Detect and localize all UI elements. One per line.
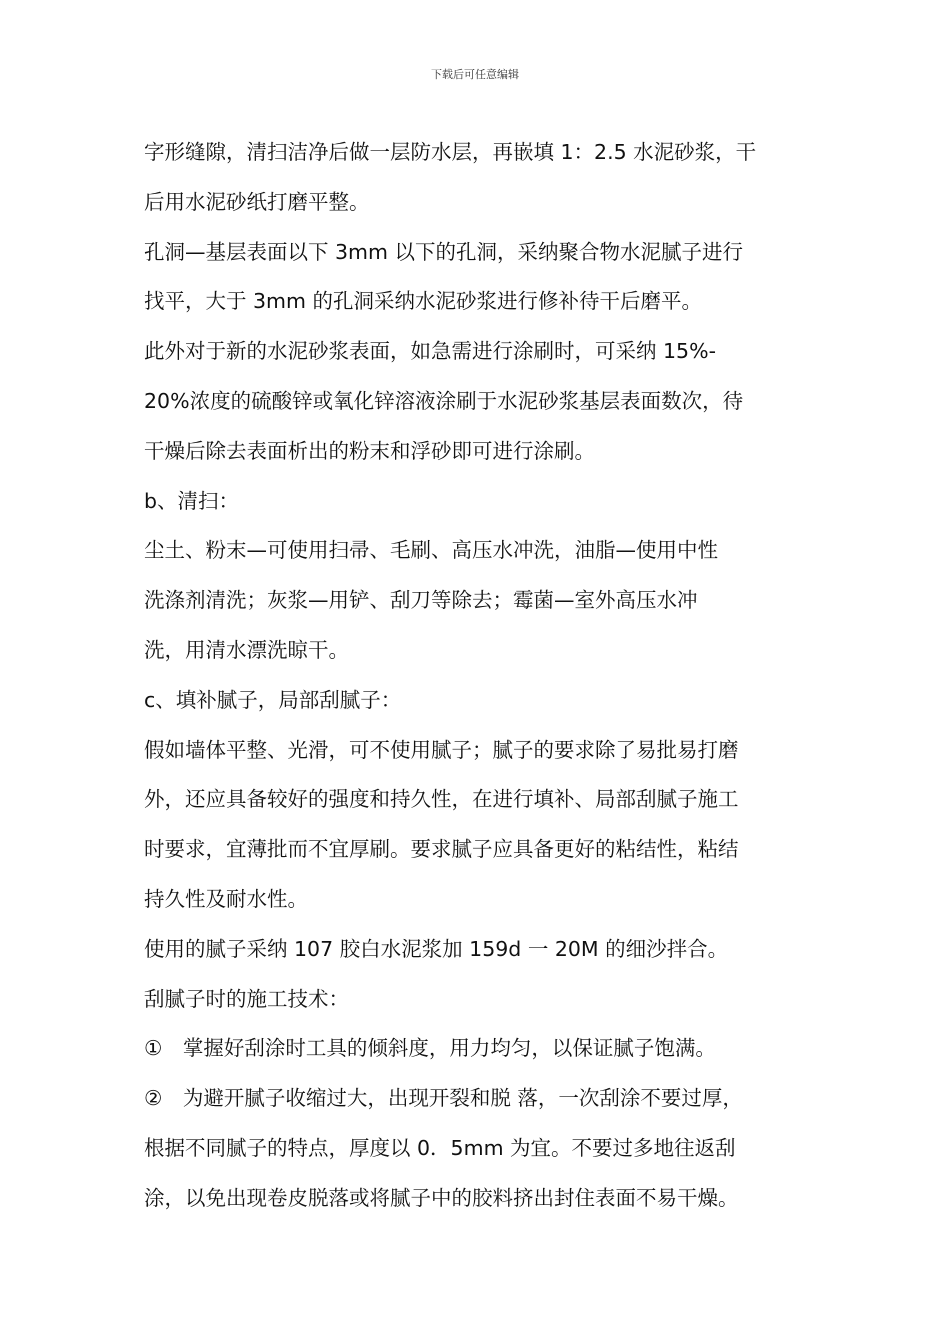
document-body — [144, 128, 806, 1224]
text-line: 孔洞—基层表面以下 3mm 以下的孔洞，采纳聚合物水泥腻子进行 — [144, 239, 744, 264]
section-heading-b: b、清扫： — [144, 488, 240, 513]
text-line: 涂，以免出现卷皮脱落或将腻子中的胶料挤出封住表面不易干燥。 — [144, 1185, 739, 1210]
text-line: 假如墙体平整、光滑，可不使用腻子；腻子的要求除了易批易打磨 — [144, 737, 739, 762]
text-line: 刮腻子时的施工技术： — [144, 986, 349, 1011]
page-header: 下载后可任意编辑 — [431, 68, 519, 81]
text-line: 找平，大于 3mm 的孔洞采纳水泥砂浆进行修补待干后磨平。 — [144, 289, 703, 314]
text-line: 20%浓度的硫酸锌或氧化锌溶液涂刷于水泥砂浆基层表面数次，待 — [144, 388, 744, 413]
text-line: 根据不同腻子的特点，厚度以 0．5mm 为宜。不要过多地往返刮 — [144, 1135, 736, 1160]
text-line: 时要求，宜薄批而不宜厚刷。要求腻子应具备更好的粘结性，粘结 — [144, 837, 739, 862]
text-line: 此外对于新的水泥砂浆表面，如急需进行涂刷时，可采纳 15%- — [144, 339, 716, 364]
text-line: 后用水泥砂纸打磨平整。 — [144, 189, 370, 214]
text-line: 外，还应具备较好的强度和持久性，在进行填补、局部刮腻子施工 — [144, 787, 739, 812]
text-line: 洗涤剂清洗；灰浆—用铲、刮刀等除去；霉菌—室外高压水冲 — [144, 588, 698, 613]
section-heading-c: c、填补腻子，局部刮腻子： — [144, 687, 402, 712]
list-item-1: ① 掌握好刮涂时工具的倾斜度，用力均匀，以保证腻子饱满。 — [144, 1036, 716, 1061]
text-line: 使用的腻子采纳 107 胶白水泥浆加 159d 一 20M 的细沙拌合。 — [144, 936, 729, 961]
text-line: 干燥后除去表面析出的粉末和浮砂即可进行涂刷。 — [144, 438, 595, 463]
text-line: 持久性及耐水性。 — [144, 886, 308, 911]
text-line: 洗，用清水漂洗晾干。 — [144, 637, 349, 662]
text-line: 尘土、粉末—可使用扫帚、毛刷、高压水冲洗，油脂—使用中性 — [144, 538, 718, 563]
list-item-2: ② 为避开腻子收缩过大，出现开裂和脱 落，一次刮涂不要过厚， — [144, 1086, 743, 1111]
text-line: 字形缝隙，清扫洁净后做一层防水层，再嵌填 1：2.5 水泥砂浆，干 — [144, 140, 757, 164]
